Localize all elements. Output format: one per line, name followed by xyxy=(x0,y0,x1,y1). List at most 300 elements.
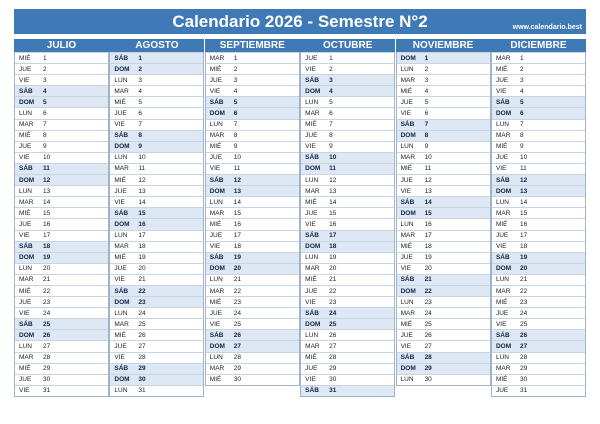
day-number: 17 xyxy=(329,232,337,240)
day-row xyxy=(206,363,299,374)
weekday-label: MAR xyxy=(495,132,511,140)
day-number: 30 xyxy=(424,376,432,384)
day-row xyxy=(301,130,394,141)
weekday-label: JUE xyxy=(305,365,318,373)
weekday-label: LUN xyxy=(114,387,128,395)
day-row xyxy=(301,374,394,385)
day-row xyxy=(492,374,585,385)
day-number: 24 xyxy=(43,309,51,317)
day-row xyxy=(110,307,203,318)
day-row xyxy=(110,285,203,296)
day-number: 19 xyxy=(424,254,432,262)
day-number: 18 xyxy=(329,243,337,251)
weekday-label: MAR xyxy=(209,287,225,295)
month-title: OCTUBRE xyxy=(300,39,395,52)
weekday-label: MIÉ xyxy=(209,220,222,228)
day-number: 3 xyxy=(233,76,238,84)
day-number: 26 xyxy=(138,331,146,339)
day-number: 11 xyxy=(43,165,50,173)
weekday-label: VIE xyxy=(495,243,507,251)
day-row xyxy=(492,241,585,252)
day-number: 29 xyxy=(43,365,51,373)
day-row xyxy=(15,252,108,263)
day-row xyxy=(206,352,299,363)
weekday-label: DOM xyxy=(19,254,35,262)
weekday-label: MIÉ xyxy=(209,298,222,306)
day-row xyxy=(206,141,299,152)
day-row xyxy=(492,152,585,163)
day-number: 19 xyxy=(43,254,51,262)
weekday-label: MAR xyxy=(495,209,511,217)
weekday-label: MAR xyxy=(114,165,129,173)
weekday-label: VIE xyxy=(209,87,221,95)
weekday-label: SÁB xyxy=(305,387,319,395)
day-number: 11 xyxy=(424,165,432,173)
day-number: 10 xyxy=(138,154,146,162)
day-number: 26 xyxy=(233,331,242,339)
weekday-label: JUE xyxy=(400,98,413,106)
day-row xyxy=(492,163,585,174)
day-number: 3 xyxy=(43,76,47,84)
day-row xyxy=(492,363,585,374)
day-number: 6 xyxy=(424,110,429,118)
weekday-label: MAR xyxy=(19,354,34,362)
day-row xyxy=(15,152,108,163)
day-row xyxy=(206,230,299,241)
day-row xyxy=(397,141,490,152)
weekday-label: MIÉ xyxy=(305,276,317,284)
weekday-label: JUE xyxy=(495,387,509,395)
day-number: 30 xyxy=(329,376,337,384)
weekday-label: SÁB xyxy=(495,331,510,339)
day-number: 28 xyxy=(43,354,51,362)
weekday-label: MAR xyxy=(495,365,511,373)
day-row xyxy=(492,218,585,229)
day-row xyxy=(15,263,108,274)
day-row xyxy=(492,296,585,307)
day-row xyxy=(110,63,203,74)
day-number: 27 xyxy=(329,342,337,350)
day-number: 7 xyxy=(329,121,333,129)
day-row xyxy=(110,340,203,351)
weekday-label: MIÉ xyxy=(400,320,413,328)
day-row xyxy=(206,329,299,340)
weekday-label: VIE xyxy=(209,165,221,173)
day-row xyxy=(110,274,203,285)
weekday-label: DOM xyxy=(19,176,35,184)
day-row xyxy=(397,218,490,229)
day-row xyxy=(492,107,585,118)
day-number: 21 xyxy=(233,276,242,284)
day-row xyxy=(206,85,299,96)
day-number: 8 xyxy=(329,132,333,140)
day-number: 20 xyxy=(138,265,146,273)
weekday-label: LUN xyxy=(495,121,509,129)
day-number: 11 xyxy=(519,165,527,173)
day-row xyxy=(15,385,108,396)
weekday-label: LUN xyxy=(305,254,319,262)
day-row xyxy=(301,363,394,374)
day-row xyxy=(15,241,108,252)
day-row xyxy=(301,307,394,318)
day-number: 3 xyxy=(138,76,143,84)
day-number: 22 xyxy=(43,287,51,295)
weekday-label: MIÉ xyxy=(400,87,413,95)
day-number: 23 xyxy=(329,298,337,306)
day-number: 29 xyxy=(233,365,242,373)
day-row xyxy=(206,252,299,263)
day-row xyxy=(110,374,203,385)
day-row xyxy=(301,85,394,96)
day-number: 2 xyxy=(233,65,238,73)
day-row xyxy=(492,74,585,85)
day-row xyxy=(110,141,203,152)
day-number: 18 xyxy=(43,243,51,251)
month-column xyxy=(491,39,586,403)
day-number: 24 xyxy=(138,309,146,317)
day-row xyxy=(301,340,394,351)
weekday-label: MIÉ xyxy=(209,143,222,151)
day-row xyxy=(397,285,490,296)
day-row xyxy=(110,318,203,329)
day-row xyxy=(15,296,108,307)
day-row xyxy=(397,329,490,340)
day-row xyxy=(301,174,394,185)
day-number: 23 xyxy=(233,298,242,306)
weekday-label: DOM xyxy=(305,87,321,95)
day-row xyxy=(397,174,490,185)
weekday-label: VIE xyxy=(114,354,125,362)
day-row xyxy=(397,274,490,285)
day-row xyxy=(206,119,299,130)
weekday-label: MAR xyxy=(114,320,129,328)
day-row xyxy=(397,352,490,363)
weekday-label: MAR xyxy=(400,76,416,84)
weekday-label: SÁB xyxy=(19,165,33,173)
day-number: 4 xyxy=(43,87,47,95)
day-number: 30 xyxy=(138,376,146,384)
weekday-label: LUN xyxy=(209,276,223,284)
weekday-label: MIÉ xyxy=(209,376,222,384)
day-number: 22 xyxy=(424,287,432,295)
weekday-label: JUE xyxy=(209,76,223,84)
weekday-label: DOM xyxy=(400,54,416,62)
day-row xyxy=(397,263,490,274)
weekday-label: SÁB xyxy=(495,176,510,184)
day-row xyxy=(492,119,585,130)
day-number: 3 xyxy=(424,76,429,84)
day-number: 15 xyxy=(519,209,528,217)
weekday-label: JUE xyxy=(400,331,413,339)
weekday-label: JUE xyxy=(495,154,509,162)
day-row xyxy=(15,307,108,318)
weekday-label: LUN xyxy=(19,342,33,350)
month-title: NOVIEMBRE xyxy=(396,39,491,52)
weekday-label: VIE xyxy=(495,320,507,328)
day-number: 25 xyxy=(424,320,432,328)
month-column xyxy=(14,39,109,403)
weekday-label: JUE xyxy=(19,143,32,151)
day-number: 14 xyxy=(519,198,528,206)
day-row xyxy=(206,185,299,196)
weekday-label: MIÉ xyxy=(400,243,413,251)
weekday-label: MAR xyxy=(400,154,416,162)
day-row xyxy=(492,63,585,74)
weekday-label: DOM xyxy=(114,220,130,228)
day-row xyxy=(301,74,394,85)
day-row xyxy=(301,285,394,296)
day-row xyxy=(492,196,585,207)
day-row xyxy=(206,163,299,174)
weekday-label: MAR xyxy=(114,243,129,251)
day-row xyxy=(301,230,394,241)
day-row xyxy=(206,340,299,351)
weekday-label: JUE xyxy=(114,110,127,118)
weekday-label: SÁB xyxy=(305,232,319,240)
day-number: 15 xyxy=(424,209,432,217)
day-number: 13 xyxy=(138,187,146,195)
weekday-label: VIE xyxy=(305,65,316,73)
day-number: 27 xyxy=(233,342,242,350)
day-row xyxy=(492,52,585,63)
site-url[interactable]: www.calendario.best xyxy=(512,24,582,31)
day-row xyxy=(397,163,490,174)
weekday-label: LUN xyxy=(19,265,33,273)
day-row xyxy=(206,374,299,385)
day-row xyxy=(492,318,585,329)
weekday-label: VIE xyxy=(400,110,412,118)
day-number: 19 xyxy=(233,254,242,262)
weekday-label: MIÉ xyxy=(114,254,126,262)
weekday-label: MIÉ xyxy=(209,65,222,73)
day-row xyxy=(301,63,394,74)
day-number: 8 xyxy=(138,132,143,140)
day-row xyxy=(110,363,203,374)
day-row xyxy=(110,241,203,252)
day-number: 18 xyxy=(233,243,242,251)
day-row xyxy=(15,119,108,130)
weekday-label: LUN xyxy=(305,331,319,339)
weekday-label: LUN xyxy=(400,376,414,384)
weekday-label: DOM xyxy=(400,209,416,217)
day-number: 6 xyxy=(233,110,238,118)
day-number: 26 xyxy=(424,331,432,339)
day-row xyxy=(15,218,108,229)
weekday-label: SÁB xyxy=(114,132,129,140)
weekday-label: SÁB xyxy=(400,276,415,284)
day-row xyxy=(206,274,299,285)
day-number: 21 xyxy=(43,276,51,284)
day-number: 7 xyxy=(233,121,238,129)
weekday-label: JUE xyxy=(495,76,509,84)
day-number: 10 xyxy=(424,154,432,162)
day-number: 2 xyxy=(138,65,143,73)
day-row xyxy=(301,274,394,285)
weekday-label: DOM xyxy=(114,376,130,384)
weekday-label: LUN xyxy=(114,309,128,317)
day-row xyxy=(15,363,108,374)
weekday-label: VIE xyxy=(19,387,30,395)
weekday-label: MIÉ xyxy=(495,143,508,151)
day-number: 30 xyxy=(233,376,242,384)
day-number: 16 xyxy=(519,220,528,228)
day-row xyxy=(301,329,394,340)
day-row xyxy=(397,96,490,107)
day-row xyxy=(110,52,203,63)
weekday-label: SÁB xyxy=(400,198,415,206)
day-number: 9 xyxy=(233,143,238,151)
weekday-label: MIÉ xyxy=(400,165,413,173)
day-row xyxy=(301,163,394,174)
day-row xyxy=(492,285,585,296)
day-row xyxy=(15,352,108,363)
weekday-label: SÁB xyxy=(114,287,129,295)
day-row xyxy=(206,218,299,229)
day-number: 28 xyxy=(233,354,242,362)
day-list xyxy=(205,52,300,386)
weekday-label: MIÉ xyxy=(19,287,31,295)
day-row xyxy=(397,85,490,96)
day-row xyxy=(110,385,203,396)
day-row xyxy=(492,307,585,318)
day-row xyxy=(301,152,394,163)
day-row xyxy=(110,174,203,185)
day-number: 1 xyxy=(329,54,333,62)
weekday-label: MIÉ xyxy=(495,298,508,306)
day-number: 31 xyxy=(138,387,146,395)
day-number: 27 xyxy=(43,342,51,350)
day-number: 1 xyxy=(138,54,143,62)
day-list xyxy=(14,52,109,397)
day-row xyxy=(301,207,394,218)
day-row xyxy=(110,329,203,340)
day-row xyxy=(15,196,108,207)
day-row xyxy=(397,119,490,130)
day-number: 28 xyxy=(329,354,337,362)
weekday-label: MAR xyxy=(400,232,416,240)
day-number: 13 xyxy=(233,187,242,195)
day-row xyxy=(397,52,490,63)
day-number: 3 xyxy=(519,76,524,84)
day-list xyxy=(396,52,491,386)
day-number: 22 xyxy=(138,287,146,295)
calendar-header xyxy=(14,9,586,34)
day-row xyxy=(397,152,490,163)
weekday-label: MIÉ xyxy=(114,331,126,339)
day-row xyxy=(492,263,585,274)
day-number: 4 xyxy=(329,87,333,95)
day-row xyxy=(110,107,203,118)
day-row xyxy=(110,263,203,274)
day-number: 21 xyxy=(329,276,337,284)
weekday-label: JUE xyxy=(495,232,509,240)
day-number: 17 xyxy=(138,232,146,240)
day-number: 20 xyxy=(233,265,242,273)
day-number: 8 xyxy=(424,132,429,140)
weekday-label: DOM xyxy=(305,320,321,328)
day-row xyxy=(15,185,108,196)
day-number: 16 xyxy=(329,220,337,228)
weekday-label: JUE xyxy=(495,309,509,317)
day-number: 5 xyxy=(424,98,429,106)
weekday-label: SÁB xyxy=(114,365,129,373)
weekday-label: JUE xyxy=(305,287,318,295)
day-number: 15 xyxy=(233,209,242,217)
day-row xyxy=(492,130,585,141)
day-number: 23 xyxy=(43,298,51,306)
day-row xyxy=(110,196,203,207)
weekday-label: LUN xyxy=(400,298,414,306)
month-column xyxy=(109,39,204,403)
day-number: 12 xyxy=(329,176,337,184)
weekday-label: MIÉ xyxy=(19,209,31,217)
weekday-label: JUE xyxy=(19,65,32,73)
day-row xyxy=(110,230,203,241)
day-number: 21 xyxy=(519,276,528,284)
weekday-label: DOM xyxy=(305,165,321,173)
day-list xyxy=(109,52,204,397)
day-number: 23 xyxy=(519,298,528,306)
day-row xyxy=(206,296,299,307)
day-number: 23 xyxy=(424,298,432,306)
day-row xyxy=(110,119,203,130)
weekday-label: LUN xyxy=(400,143,414,151)
weekday-label: MAR xyxy=(19,121,34,129)
weekday-label: JUE xyxy=(305,209,318,217)
weekday-label: JUE xyxy=(19,220,32,228)
day-number: 12 xyxy=(519,176,528,184)
day-row xyxy=(15,130,108,141)
day-number: 10 xyxy=(329,154,337,162)
day-number: 19 xyxy=(138,254,146,262)
weekday-label: DOM xyxy=(305,243,321,251)
weekday-label: JUE xyxy=(400,176,413,184)
day-number: 10 xyxy=(519,154,528,162)
day-row xyxy=(492,185,585,196)
day-number: 16 xyxy=(138,220,146,228)
day-row xyxy=(301,196,394,207)
day-number: 22 xyxy=(233,287,242,295)
weekday-label: VIE xyxy=(305,376,316,384)
day-number: 30 xyxy=(519,376,528,384)
day-number: 16 xyxy=(233,220,242,228)
day-row xyxy=(397,63,490,74)
day-list xyxy=(491,52,586,397)
month-title: SEPTIEMBRE xyxy=(205,39,300,52)
weekday-label: LUN xyxy=(400,65,414,73)
day-row xyxy=(15,274,108,285)
weekday-label: VIE xyxy=(19,309,30,317)
month-column xyxy=(396,39,491,403)
day-row xyxy=(110,163,203,174)
day-number: 13 xyxy=(329,187,337,195)
weekday-label: SÁB xyxy=(305,309,319,317)
weekday-label: JUE xyxy=(209,309,223,317)
day-number: 4 xyxy=(233,87,238,95)
day-row xyxy=(110,207,203,218)
day-number: 13 xyxy=(424,187,432,195)
weekday-label: MAR xyxy=(209,54,225,62)
weekday-label: MIÉ xyxy=(114,176,126,184)
weekday-label: VIE xyxy=(209,243,221,251)
day-row xyxy=(110,352,203,363)
weekday-label: SÁB xyxy=(19,87,33,95)
weekday-label: LUN xyxy=(400,220,414,228)
day-number: 26 xyxy=(329,331,337,339)
weekday-label: LUN xyxy=(19,110,33,118)
weekday-label: MAR xyxy=(114,87,129,95)
weekday-label: DOM xyxy=(495,110,512,118)
